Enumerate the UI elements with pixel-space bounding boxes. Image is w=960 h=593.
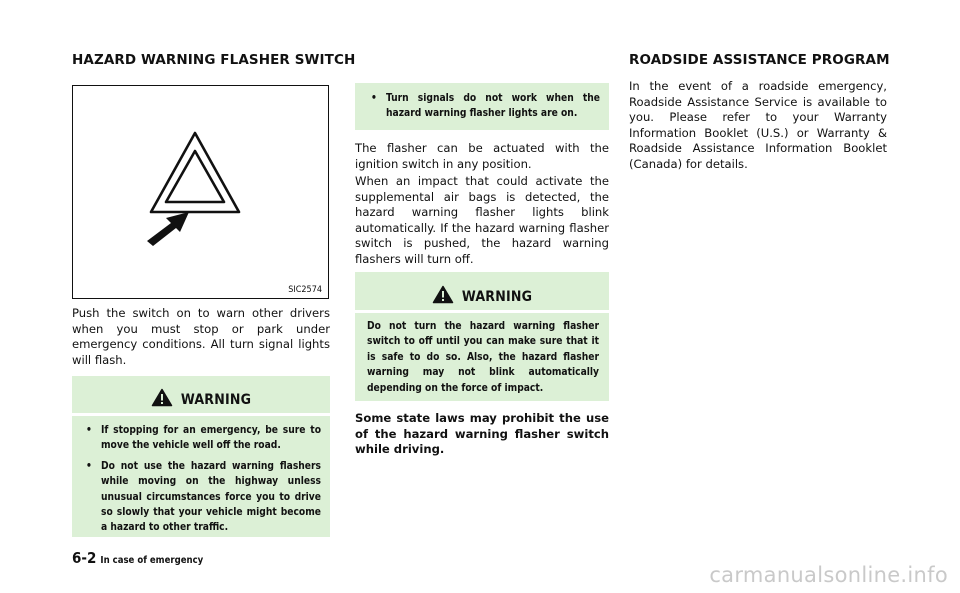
watermark: carmanualsonline.info: [709, 563, 948, 587]
push-switch-paragraph: Push the switch on to warn other drivers when you must stop or park under emergency conditions. All turn signal lights will flash.: [72, 306, 330, 367]
warning-text: Do not turn the hazard warning flasher switch to off until you can make sure that it is safe to do so. Also, the hazard flasher warning may not blink automatically depending on the force of impact.: [367, 321, 599, 394]
chapter-title: In case of emergency: [100, 555, 204, 566]
warning-item-text: Do not use the hazard warning flashers while moving on the highway unless unusual circumstances force you to drive so slowly that your vehicle might become a hazard to other traffic.: [101, 460, 321, 534]
warning-item-text: If stopping for an emergency, be sure to move the vehicle well off the road.: [101, 425, 321, 452]
warning-list-item: [369, 91, 600, 122]
warning-list-item: [84, 459, 321, 536]
state-law-paragraph: Some state laws may prohibit the use of the hazard warning flasher switch while driving.: [355, 411, 609, 457]
page-number: 6-2: [72, 549, 97, 567]
bullet-mark: •: [86, 425, 92, 436]
warning-triangle-icon: [151, 388, 173, 407]
push-arrow-icon: [73, 86, 330, 300]
warning-title: WARNING: [180, 392, 252, 408]
warning-list-item: [84, 423, 321, 454]
warning-item-text: Turn signals do not work when the hazard warning flasher lights are on.: [386, 93, 600, 120]
section-heading-roadside-assistance: ROADSIDE ASSISTANCE PROGRAM: [629, 52, 890, 68]
warning-list: [369, 91, 600, 127]
roadside-assistance-paragraph: In the event of a roadside emergency, Roadside Assistance Service is available to you. Please refer to your Warranty Information Booklet (U.S.) or Warranty & Roadside Assistance Information Booklet (Canada) for details.: [629, 79, 887, 171]
page-footer: [72, 548, 203, 567]
warning-box-emergency-stop: [72, 376, 330, 537]
warning-divider: [72, 413, 330, 416]
warning-header: [72, 388, 330, 408]
warning-title: WARNING: [461, 289, 533, 305]
warning-box-turn-off: [355, 272, 609, 401]
bullet-mark: •: [371, 93, 377, 104]
warning-triangle-icon: [432, 285, 454, 304]
warning-divider: [355, 310, 609, 313]
warning-box-continued: [355, 83, 609, 130]
warning-list: [84, 423, 321, 541]
flasher-ignition-paragraph: The flasher can be actuated with the ignition switch in any position.: [355, 141, 609, 171]
bullet-mark: •: [86, 460, 92, 472]
flasher-airbag-paragraph: When an impact that could activate the supplemental air bags is detected, the hazard warning flasher lights blink automatically. If the hazard warning flasher switch is pushed, the hazard warning flashers will turn off.: [355, 174, 609, 266]
figure-code: SIC2574: [288, 285, 322, 295]
section-heading-hazard-flasher: HAZARD WARNING FLASHER SWITCH: [72, 52, 356, 68]
warning-header: [355, 285, 609, 305]
hazard-switch-illustration: [72, 85, 329, 299]
